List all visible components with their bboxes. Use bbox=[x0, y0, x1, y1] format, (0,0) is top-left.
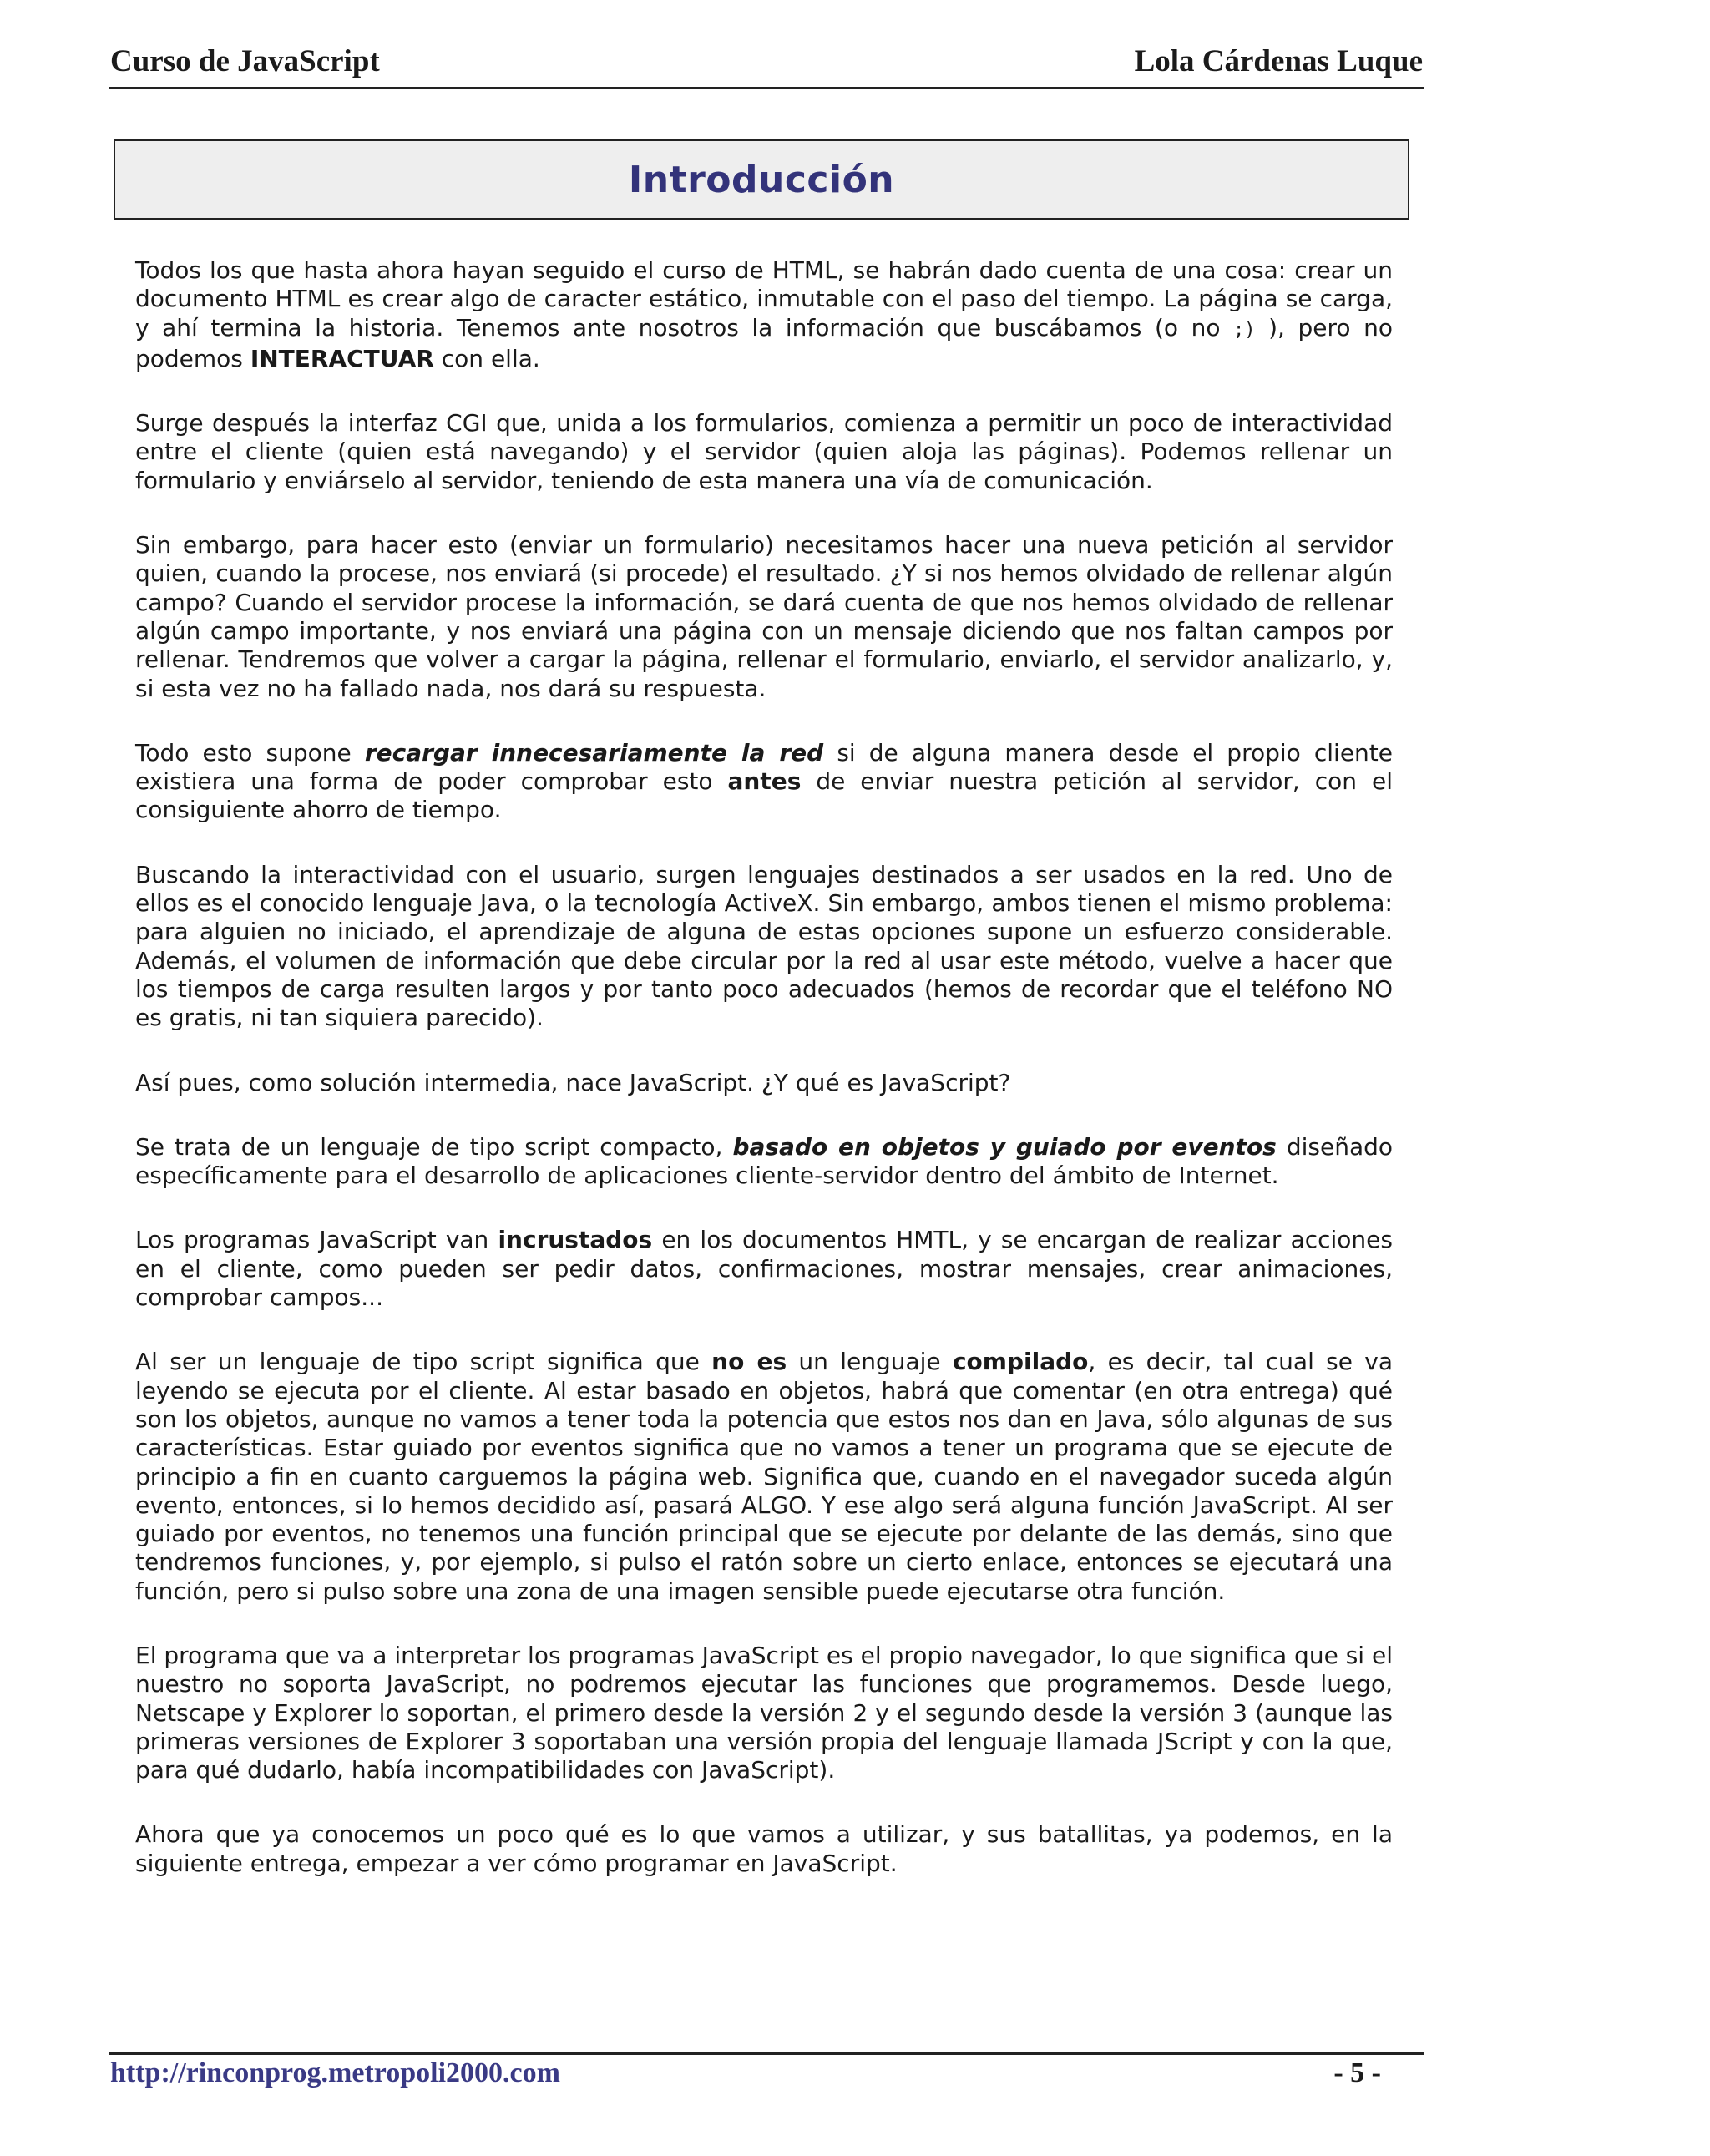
paragraph-7-text-b: diseñado específicamente para el desarrollo de aplicaciones cliente-servidor dentro del ámbito de Internet. bbox=[135, 1132, 1394, 1190]
footer-divider bbox=[109, 2052, 1424, 2055]
paragraph-9-bold-2: compilado bbox=[952, 1348, 1089, 1376]
section-title: Introducción bbox=[628, 158, 895, 201]
paragraph-1-text-c: con ella. bbox=[433, 344, 540, 372]
paragraph-7-text-a: Se trata de un lenguaje de tipo script compacto, bbox=[135, 1132, 733, 1161]
paragraph-1 bbox=[135, 256, 1393, 373]
paragraph-10: El programa que va a interpretar los programas JavaScript es el propio navegador, lo que significa que si el nuestro no soporta JavaScript, no podremos ejecutar las funciones que programemos. Desde luego, Netscape y Explorer lo soportan, el primero desde la versión 2 y el segundo desde la versión 3 (aunque las primeras versiones de Explorer 3 soportaban una versión propia del lenguaje llamada JScript y con la que, para qué dudarlo, había incompatibilidades con JavaScript). bbox=[135, 1641, 1393, 1784]
paragraph-4-emphasis: recargar innecesariamente la red bbox=[364, 738, 824, 767]
paragraph-4-text-c: de enviar nuestra petición al servidor, con el consiguiente ahorro de tiempo. bbox=[135, 767, 1393, 824]
paragraph-4-bold: antes bbox=[727, 767, 802, 796]
paragraph-6: Así pues, como solución intermedia, nace JavaScript. ¿Y qué es JavaScript? bbox=[135, 1068, 1011, 1096]
paragraph-8-text-b: en los documentos HMTL, y se encargan de realizar acciones en el cliente, como pueden ser pedir datos, confirmaciones, mostrar mensajes, crear animaciones, comprobar campos... bbox=[135, 1226, 1393, 1312]
page-footer bbox=[110, 2057, 1381, 2099]
paragraph-9-text-c: , es decir, tal cual se va leyendo se ejecuta por el cliente. Al estar basado en objetos, habrá que comentar (en otra entrega) qué son los objetos, aunque no vamos a tener toda la potencia que estos nos dan en Java, sólo algunas de sus características. Estar guiado por eventos significa que no vamos a tener un programa que se ejecute de principio a fin en cuanto carguemos la página web. Significa que, cuando en el navegador suceda algún evento, entonces, si lo hemos decidido así, pasará ALGO. Y ese algo será alguna función JavaScript. Al ser guiado por eventos, no tenemos una función principal que se ejecute por delante de las demás, sino que tendremos funciones, y, por ejemplo, si pulso el ratón sobre un cierto enlace, entonces se ejecutará una función, pero si pulso sobre una zona de una imagen sensible puede ejecutarse otra función. bbox=[135, 1348, 1393, 1605]
paragraph-9-text-b: un lenguaje bbox=[787, 1348, 953, 1376]
page-number: - 5 - bbox=[1333, 2057, 1381, 2088]
paragraph-4-text-b: si de alguna manera desde el propio cliente existiera una forma de poder comprobar esto bbox=[135, 738, 1394, 796]
paragraph-9 bbox=[135, 1348, 1393, 1606]
page-header bbox=[110, 43, 1423, 87]
paragraph-1-text-b: ), pero no podemos bbox=[135, 313, 1393, 372]
paragraph-9-text-a: Al ser un lenguaje de tipo script significa que bbox=[135, 1348, 712, 1376]
paragraph-8-text-a: Los programas JavaScript van bbox=[135, 1226, 498, 1254]
paragraph-9-bold-1: no es bbox=[711, 1348, 787, 1376]
paragraph-8 bbox=[135, 1226, 1393, 1312]
header-course-title: Curso de JavaScript bbox=[110, 44, 380, 78]
section-title-box bbox=[114, 139, 1409, 220]
paragraph-7-emphasis: basado en objetos y guiado por eventos bbox=[732, 1132, 1277, 1161]
paragraph-11: Ahora que ya conocemos un poco qué es lo que vamos a utilizar, y sus batallitas, ya podemos, en la siguiente entrega, empezar a ver cómo programar en JavaScript. bbox=[135, 1820, 1393, 1877]
paragraph-8-bold: incrustados bbox=[498, 1226, 653, 1254]
body-text bbox=[135, 256, 1393, 1914]
footer-url-link[interactable]: http://rinconprog.metropoli2000.com bbox=[110, 2057, 560, 2088]
paragraph-1-bold: INTERACTUAR bbox=[250, 344, 434, 372]
paragraph-7 bbox=[135, 1133, 1393, 1191]
paragraph-2: Surge después la interfaz CGI que, unida a los formularios, comienza a permitir un poco de interactividad entre el cliente (quien está navegando) y el servidor (quien aloja las páginas). Podemos rellenar un formulario y enviárselo al servidor, teniendo de esta manera una vía de comunicación. bbox=[135, 409, 1393, 494]
paragraph-5: Buscando la interactividad con el usuario, surgen lenguajes destinados a ser usados en la red. Uno de ellos es el conocido lenguaje Java, o la tecnología ActiveX. Sin embargo, ambos tienen el mismo problema: para alguien no iniciado, el aprendizaje de alguna de estas opciones supone un esfuerzo considerable. Además, el volumen de información que debe circular por la red al usar este método, vuelve a hacer que los tiempos de carga resulten largos y por tanto poco adecuados (hemos de recordar que el teléfono NO es gratis, ni tan siquiera parecido). bbox=[135, 860, 1393, 1032]
paragraph-1-text-a: Todos los que hasta ahora hayan seguido el curso de HTML, se habrán dado cuenta de una cosa: crear un documento HTML es crear algo de caracter estático, inmutable con el paso del tiempo. La página se carga, y ahí termina la historia. Tenemos ante nosotros la información que buscábamos (o no bbox=[135, 256, 1393, 342]
header-divider bbox=[109, 87, 1424, 89]
wink-emoticon: ;) bbox=[1233, 319, 1256, 341]
paragraph-3: Sin embargo, para hacer esto (enviar un formulario) necesitamos hacer una nueva petición al servidor quien, cuando la procese, nos enviará (si procede) el resultado. ¿Y si nos hemos olvidado de rellenar algún campo? Cuando el servidor procese la información, se dará cuenta de que nos hemos olvidado de rellenar algún campo importante, y nos enviará una página con un mensaje diciendo que nos faltan campos por rellenar. Tendremos que volver a cargar la página, rellenar el formulario, enviarlo, el servidor analizarlo, y, si esta vez no ha fallado nada, nos dará su respuesta. bbox=[135, 531, 1393, 702]
header-author: Lola Cárdenas Luque bbox=[1134, 44, 1423, 78]
paragraph-4-text-a: Todo esto supone bbox=[135, 738, 365, 767]
paragraph-4 bbox=[135, 739, 1393, 825]
